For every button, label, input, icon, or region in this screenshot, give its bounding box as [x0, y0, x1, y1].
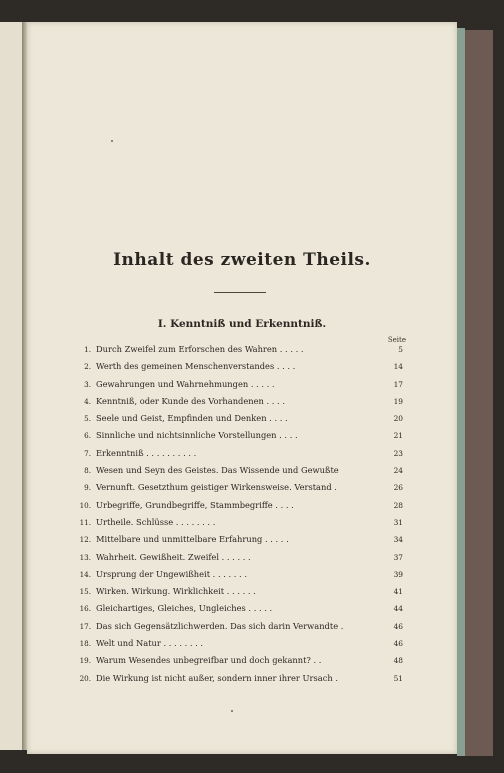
toc-entry-title: Die Wirkung ist nicht außer, sondern inner ihrer Ursach . [96, 672, 338, 683]
toc-entry-title: Seele und Geist, Empfinden und Denken . . . . [96, 413, 288, 424]
toc-entry-title: Urbegriffe, Grundbegriffe, Stammbegriffe . . . . [96, 499, 294, 510]
table-of-contents [73, 342, 403, 688]
toc-entry-number: 19. [79, 656, 91, 666]
toc-entry-title: Wahrheit. Gewißheit. Zweifel . . . . . . [96, 551, 251, 562]
toc-entry [73, 601, 403, 618]
toc-entry [73, 671, 403, 688]
toc-entry-title: Urtheile. Schlüsse . . . . . . . . [96, 516, 216, 527]
toc-entry-page: 17 [393, 379, 403, 389]
toc-entry-page: 23 [393, 448, 403, 458]
toc-entry-page: 46 [393, 621, 403, 631]
toc-entry-page: 34 [393, 535, 403, 545]
toc-entry [73, 653, 403, 670]
toc-entry-number: 20. [79, 673, 91, 683]
toc-entry-title: Wesen und Seyn des Geistes. Das Wissende und Gewußte [96, 465, 339, 476]
toc-entry [73, 342, 403, 359]
toc-entry-number: 16. [79, 604, 91, 614]
toc-entry-title: Kenntniß, oder Kunde des Vorhandenen . . . . [96, 395, 285, 406]
left-page-edge [0, 22, 23, 750]
cover-board [465, 30, 493, 756]
toc-entry-title: Werth des gemeinen Menschenverstandes . . . . [96, 361, 296, 372]
toc-entry-title: Sinnliche und nichtsinnliche Vorstellungen . . . . [96, 430, 298, 441]
toc-entry-title: Welt und Natur . . . . . . . . [96, 638, 204, 649]
toc-entry-number: 14. [79, 569, 91, 579]
toc-entry [73, 498, 403, 515]
toc-entry [73, 515, 403, 532]
toc-entry-number: 12. [79, 535, 91, 545]
toc-entry-title: Das sich Gegensätzlichwerden. Das sich darin Verwandte . [96, 620, 344, 631]
toc-entry-page: 5 [398, 345, 403, 354]
toc-entry-page: 19 [393, 396, 403, 406]
toc-entry-title: Gleichartiges, Gleiches, Ungleiches . . . . . [96, 603, 273, 614]
toc-entry-page: 44 [393, 604, 403, 614]
toc-entry-page: 48 [393, 656, 403, 666]
toc-entry [73, 532, 403, 549]
toc-entry [73, 636, 403, 653]
paper-speck [231, 710, 233, 712]
toc-entry-page: 14 [393, 362, 403, 372]
toc-entry-number: 3. [84, 379, 91, 389]
toc-entry-number: 18. [79, 639, 91, 649]
page-title: Inhalt des zweiten Theils. [113, 250, 371, 270]
toc-entry-page: 39 [393, 569, 403, 579]
toc-entry [73, 394, 403, 411]
cover-edge [457, 28, 465, 756]
toc-entry [73, 619, 403, 636]
toc-entry-number: 9. [84, 483, 91, 493]
toc-entry [73, 567, 403, 584]
book-page [27, 22, 457, 754]
title-rule [214, 292, 266, 293]
toc-entry-number: 10. [79, 500, 91, 510]
toc-entry-page: 51 [393, 673, 403, 683]
toc-entry [73, 584, 403, 601]
toc-entry [73, 446, 403, 463]
paper-speck [111, 140, 113, 142]
toc-entry-number: 11. [79, 517, 91, 527]
toc-entry-number: 17. [79, 621, 91, 631]
toc-entry [73, 480, 403, 497]
toc-entry-number: 6. [84, 431, 91, 441]
section-heading: I. Kenntniß und Erkenntniß. [157, 318, 327, 330]
toc-entry-title: Erkenntniß . . . . . . . . . . [96, 447, 197, 458]
toc-entry-page: 31 [393, 517, 403, 527]
toc-entry-title: Durch Zweifel zum Erforschen des Wahren . . . . . [96, 344, 304, 354]
toc-entry-page: 24 [393, 466, 403, 476]
toc-entry-number: 2. [84, 362, 91, 372]
toc-entry-title: Vernunft. Gesetzthum geistiger Wirkensweise. Verstand . [96, 482, 337, 493]
toc-entry-title: Mittelbare und unmittelbare Erfahrung . . . . . [96, 534, 289, 545]
toc-entry [73, 411, 403, 428]
toc-entry [73, 377, 403, 394]
toc-entry [73, 550, 403, 567]
toc-entry-number: 1. [84, 345, 91, 354]
toc-entry-page: 21 [393, 431, 403, 441]
toc-entry [73, 428, 403, 445]
toc-entry-page: 37 [393, 552, 403, 562]
toc-entry-title: Wirken. Wirkung. Wirklichkeit . . . . . . [96, 586, 256, 597]
toc-entry-page: 26 [393, 483, 403, 493]
toc-entry [73, 463, 403, 480]
toc-entry-page: 41 [393, 587, 403, 597]
toc-entry-title: Warum Wesendes unbegreifbar und doch gekannt? . . [96, 655, 322, 666]
toc-entry-number: 5. [84, 414, 91, 424]
toc-entry-number: 7. [84, 448, 91, 458]
toc-entry [73, 359, 403, 376]
toc-entry-number: 13. [79, 552, 91, 562]
toc-entry-page: 46 [393, 639, 403, 649]
toc-entry-title: Gewahrungen und Wahrnehmungen . . . . . [96, 378, 275, 389]
toc-entry-number: 4. [84, 396, 91, 406]
toc-entry-page: 20 [393, 414, 403, 424]
toc-entry-number: 8. [84, 466, 91, 476]
toc-entry-page: 28 [393, 500, 403, 510]
toc-entry-number: 15. [79, 587, 91, 597]
toc-entry-title: Ursprung der Ungewißheit . . . . . . . [96, 568, 247, 579]
page-column-label: Seite [387, 336, 406, 344]
